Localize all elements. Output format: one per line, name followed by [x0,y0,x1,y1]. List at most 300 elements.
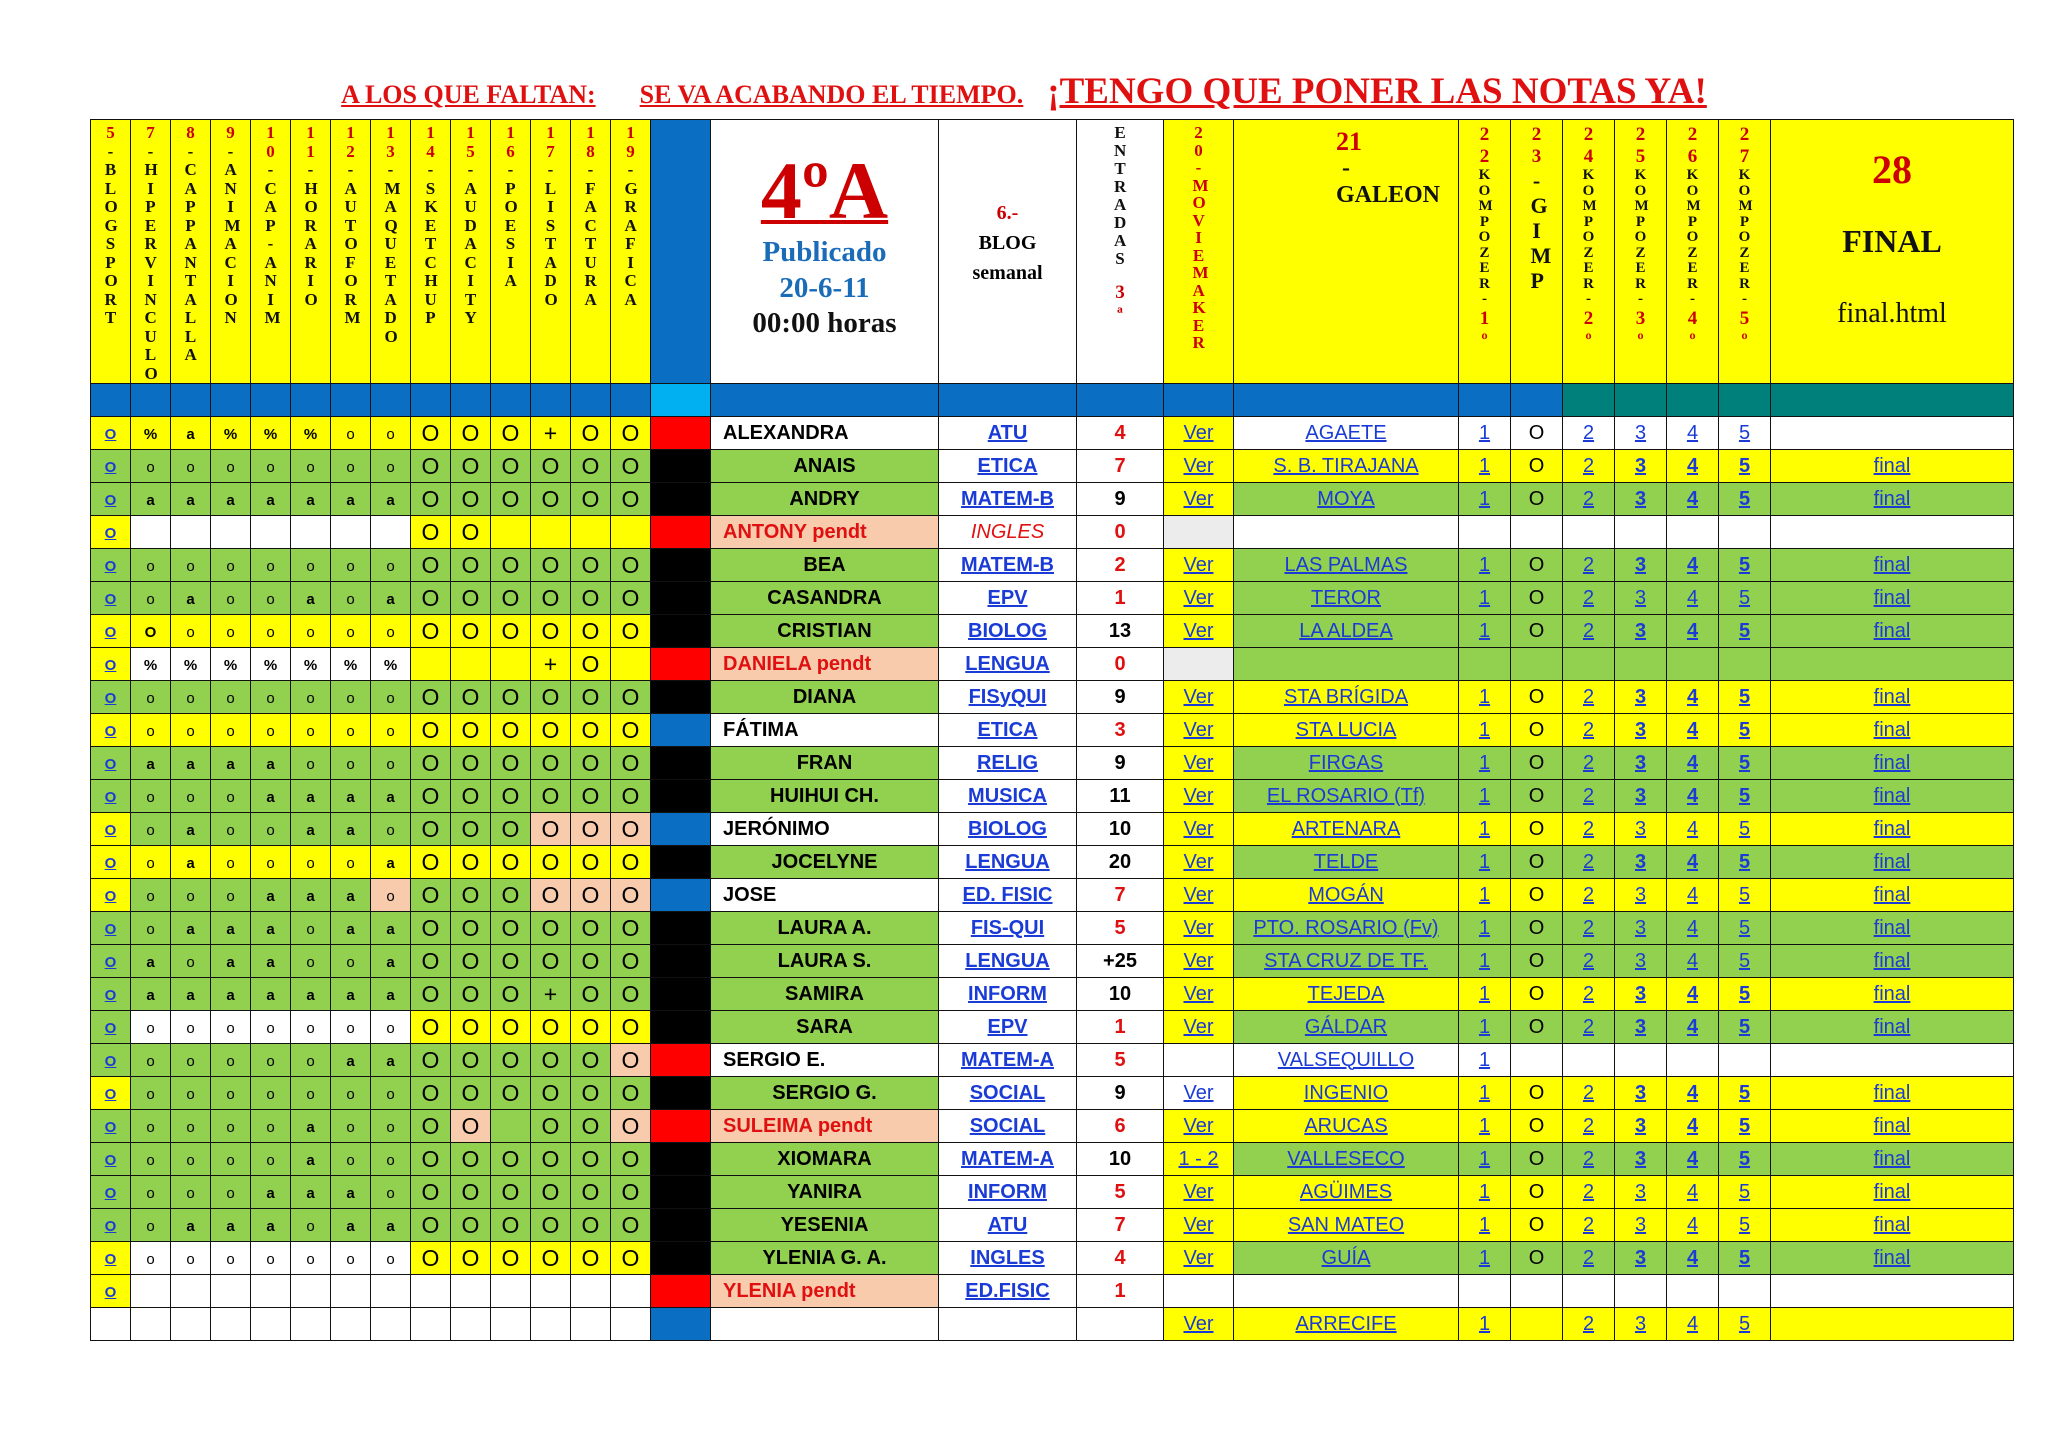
blog-subject-link[interactable]: ATU [939,1209,1077,1242]
entries-count [1077,1308,1164,1341]
kompozer-3-link[interactable]: 3 [1615,1176,1667,1209]
grade-mark: O [581,452,600,479]
col-header-gimp: 23 -GIMP [1511,120,1563,384]
kompozer-2-link[interactable]: 2 [1563,417,1615,450]
kompozer-2-link[interactable]: 2 [1563,1176,1615,1209]
galeon-link[interactable]: VALSEQUILLO [1234,1044,1459,1077]
galeon-link[interactable]: STA BRÍGIDA [1234,681,1459,714]
kompozer-5-link[interactable]: 5 [1719,549,1771,582]
blog-sport-mark-link[interactable]: O [104,590,117,608]
blog-sport-mark-link[interactable]: O [104,1184,117,1202]
moviemaker-link[interactable]: Ver [1164,945,1234,978]
blog-sport-mark-link[interactable]: O [104,458,117,476]
kompozer-3-link[interactable]: 3 [1615,1077,1667,1110]
blog-subject-link[interactable]: ATU [939,417,1077,450]
entries-count: 10 [1077,978,1164,1011]
moviemaker-link[interactable]: Ver [1164,879,1234,912]
grade-mark: o [346,1250,355,1268]
final-link[interactable]: final [1771,615,2014,648]
grade-mark: o [226,458,235,476]
kompozer-3-link[interactable]: 3 [1615,846,1667,879]
final-link[interactable]: final [1771,1143,2014,1176]
blog-subject-link[interactable]: BIOLOG [939,813,1077,846]
grade-mark: O [541,782,560,809]
blog-sport-mark-link[interactable]: O [104,887,117,905]
kompozer-3-link[interactable]: 3 [1615,813,1667,846]
gimp-mark: O [1511,1077,1563,1110]
kompozer-5-link[interactable]: 5 [1719,582,1771,615]
kompozer-3-link[interactable]: 3 [1615,747,1667,780]
student-row [91,681,2014,714]
grade-mark: o [386,1085,395,1103]
blog-sport-mark-link[interactable]: O [104,953,117,971]
moviemaker-link[interactable]: Ver [1164,1011,1234,1044]
blog-subject-link[interactable]: BIOLOG [939,615,1077,648]
blog-sport-mark-link[interactable]: O [104,1019,117,1037]
entries-count: 9 [1077,747,1164,780]
moviemaker-link[interactable]: Ver [1164,846,1234,879]
kompozer-2-link[interactable]: 2 [1563,1242,1615,1275]
kompozer-1-link[interactable]: 1 [1459,1308,1511,1341]
galeon-link[interactable]: EL ROSARIO (Tf) [1234,780,1459,813]
moviemaker-link[interactable]: Ver [1164,1242,1234,1275]
grade-mark: O [581,551,600,578]
col-header-kompozer-1: 22 KOMPOZER- 1º [1459,120,1511,384]
blog-subject-link[interactable]: EPV [939,1011,1077,1044]
kompozer-5-link[interactable]: 5 [1719,1209,1771,1242]
kompozer-1-link[interactable]: 1 [1459,813,1511,846]
grade-mark: o [306,623,315,641]
grade-mark: % [303,656,318,674]
final-link[interactable]: final [1771,780,2014,813]
blog-sport-mark-link[interactable]: O [104,920,117,938]
kompozer-2-link[interactable]: 2 [1563,1011,1615,1044]
gimp-mark: O [1511,483,1563,516]
kompozer-4-link[interactable]: 4 [1667,813,1719,846]
blog-sport-mark-link[interactable]: O [104,425,117,443]
grade-mark: O [461,485,480,512]
kompozer-2-link[interactable]: 2 [1563,978,1615,1011]
kompozer-3-link[interactable]: 3 [1615,945,1667,978]
galeon-link[interactable]: GÁLDAR [1234,1011,1459,1044]
final-link[interactable]: final [1771,1242,2014,1275]
galeon-link[interactable]: ARRECIFE [1234,1308,1459,1341]
kompozer-5-link[interactable]: 5 [1719,615,1771,648]
kompozer-1-link[interactable]: 1 [1459,549,1511,582]
grade-mark: a [146,491,155,509]
kompozer-3-link[interactable]: 3 [1615,978,1667,1011]
kompozer-3-link[interactable]: 3 [1615,1110,1667,1143]
kompozer-2-link[interactable]: 2 [1563,582,1615,615]
galeon-link[interactable]: TELDE [1234,846,1459,879]
kompozer-5-link[interactable]: 5 [1719,813,1771,846]
kompozer-3-link[interactable]: 3 [1615,582,1667,615]
kompozer-5-link[interactable]: 5 [1719,714,1771,747]
final-link[interactable]: final [1771,582,2014,615]
final-link[interactable]: final [1771,1209,2014,1242]
final-link[interactable]: final [1771,846,2014,879]
kompozer-2-link[interactable]: 2 [1563,1110,1615,1143]
blog-subject-link[interactable]: RELIG [939,747,1077,780]
kompozer-4-link[interactable]: 4 [1667,681,1719,714]
blog-sport-mark-link[interactable]: O [104,755,117,773]
kompozer-2-link[interactable]: 2 [1563,747,1615,780]
blog-sport-mark-link[interactable]: O [104,1151,117,1169]
kompozer-4-link[interactable]: 4 [1667,978,1719,1011]
kompozer-4-link[interactable]: 4 [1667,1143,1719,1176]
galeon-link[interactable]: PTO. ROSARIO (Fv) [1234,912,1459,945]
kompozer-3-link[interactable]: 3 [1615,483,1667,516]
kompozer-1-link[interactable]: 1 [1459,582,1511,615]
blog-sport-mark-link[interactable]: O [104,491,117,509]
grade-mark: o [346,854,355,872]
final-link[interactable]: final [1771,549,2014,582]
kompozer-2-link[interactable]: 2 [1563,813,1615,846]
kompozer-4-link[interactable]: 4 [1667,1176,1719,1209]
moviemaker-link[interactable]: 1 - 2 [1164,1143,1234,1176]
kompozer-3-link[interactable]: 3 [1615,549,1667,582]
galeon-link[interactable]: VALLESECO [1234,1143,1459,1176]
status-marker [651,780,711,813]
blog-subject-link[interactable]: FISyQUI [939,681,1077,714]
moviemaker-link[interactable]: Ver [1164,549,1234,582]
kompozer-3-link[interactable]: 3 [1615,681,1667,714]
kompozer-4-link[interactable]: 4 [1667,1110,1719,1143]
student-name: SERGIO E. [711,1044,939,1077]
kompozer-2-link[interactable]: 2 [1563,549,1615,582]
galeon-link[interactable]: STA LUCIA [1234,714,1459,747]
moviemaker-link[interactable]: Ver [1164,780,1234,813]
kompozer-2-link[interactable]: 2 [1563,879,1615,912]
blog-sport-mark-link[interactable]: O [104,1283,117,1301]
blog-subject-link[interactable]: FIS-QUI [939,912,1077,945]
final-link[interactable]: final [1771,978,2014,1011]
student-name: ANDRY [711,483,939,516]
kompozer-2-link[interactable]: 2 [1563,780,1615,813]
kompozer-4-link[interactable]: 4 [1667,747,1719,780]
kompozer-2-link[interactable]: 2 [1563,450,1615,483]
kompozer-1-link[interactable]: 1 [1459,780,1511,813]
galeon-link[interactable]: TEROR [1234,582,1459,615]
kompozer-1-link[interactable]: 1 [1459,483,1511,516]
grade-mark: O [581,1046,600,1073]
final-link [1771,1044,2014,1077]
galeon-link[interactable]: AGÜIMES [1234,1176,1459,1209]
student-row [91,483,2014,516]
kompozer-4-link[interactable]: 4 [1667,1077,1719,1110]
kompozer-4-link[interactable]: 4 [1667,450,1719,483]
kompozer-4-link[interactable]: 4 [1667,780,1719,813]
galeon-link[interactable]: AGAETE [1234,417,1459,450]
kompozer-5-link[interactable]: 5 [1719,945,1771,978]
final-link[interactable]: final [1771,681,2014,714]
galeon-link[interactable]: SAN MATEO [1234,1209,1459,1242]
kompozer-5-link[interactable]: 5 [1719,417,1771,450]
kompozer-2-link[interactable]: 2 [1563,846,1615,879]
kompozer-4-link[interactable]: 4 [1667,1308,1719,1341]
grade-mark: o [386,1184,395,1202]
final-link[interactable]: final [1771,1176,2014,1209]
grade-mark: o [226,821,235,839]
blog-subject-link[interactable]: LENGUA [939,648,1077,681]
grade-mark: o [266,722,275,740]
student-name: ANAIS [711,450,939,483]
kompozer-4-link[interactable]: 4 [1667,1209,1719,1242]
grade-mark: a [306,788,315,806]
kompozer-4-link[interactable]: 4 [1667,549,1719,582]
kompozer-2-link [1563,1044,1615,1077]
kompozer-1-link[interactable]: 1 [1459,1110,1511,1143]
col-header-color-marker [651,120,711,384]
kompozer-4-link[interactable]: 4 [1667,1011,1719,1044]
kompozer-5-link[interactable]: 5 [1719,912,1771,945]
blog-subject-link[interactable]: MATEM-A [939,1044,1077,1077]
entries-count: +25 [1077,945,1164,978]
kompozer-5-link[interactable]: 5 [1719,846,1771,879]
blog-sport-mark-link[interactable]: O [104,623,117,641]
moviemaker-link[interactable]: Ver [1164,1110,1234,1143]
kompozer-3-link[interactable]: 3 [1615,1242,1667,1275]
galeon-link[interactable]: LAS PALMAS [1234,549,1459,582]
kompozer-5-link[interactable]: 5 [1719,780,1771,813]
kompozer-5-link[interactable]: 5 [1719,1308,1771,1341]
kompozer-4-link[interactable]: 4 [1667,879,1719,912]
grade-mark: O [581,815,600,842]
kompozer-4-link[interactable]: 4 [1667,912,1719,945]
final-link[interactable]: final [1771,714,2014,747]
kompozer-2-link[interactable]: 2 [1563,615,1615,648]
kompozer-4-link[interactable]: 4 [1667,1242,1719,1275]
kompozer-3-link[interactable]: 3 [1615,417,1667,450]
kompozer-2-link[interactable]: 2 [1563,714,1615,747]
galeon-link[interactable]: S. B. TIRAJANA [1234,450,1459,483]
kompozer-1-link[interactable]: 1 [1459,1011,1511,1044]
grade-mark: o [186,689,195,707]
grade-mark: O [581,881,600,908]
blog-sport-mark-link[interactable]: O [104,854,117,872]
moviemaker-link[interactable]: Ver [1164,483,1234,516]
kompozer-4-link[interactable]: 4 [1667,714,1719,747]
final-link[interactable]: final [1771,1110,2014,1143]
moviemaker-link[interactable]: Ver [1164,912,1234,945]
kompozer-1-link[interactable]: 1 [1459,747,1511,780]
blog-sport-mark-link[interactable]: O [104,656,117,674]
blog-sport-mark-link[interactable]: O [104,524,117,542]
moviemaker-link[interactable]: Ver [1164,978,1234,1011]
grade-mark: o [186,1052,195,1070]
blog-subject-link[interactable]: INGLES [939,516,1077,549]
kompozer-1-link[interactable]: 1 [1459,846,1511,879]
blog-sport-mark-link[interactable]: O [104,1052,117,1070]
kompozer-1-link[interactable]: 1 [1459,879,1511,912]
kompozer-3-link[interactable]: 3 [1615,450,1667,483]
kompozer-2-link[interactable]: 2 [1563,1209,1615,1242]
moviemaker-link[interactable]: Ver [1164,681,1234,714]
kompozer-3-link[interactable]: 3 [1615,780,1667,813]
grade-mark: o [186,1184,195,1202]
kompozer-5-link[interactable]: 5 [1719,1143,1771,1176]
kompozer-5-link[interactable]: 5 [1719,747,1771,780]
blog-sport-mark-link[interactable]: O [104,557,117,575]
kompozer-5-link[interactable]: 5 [1719,450,1771,483]
entries-count: 3 [1077,714,1164,747]
kompozer-1-link[interactable]: 1 [1459,450,1511,483]
galeon-link[interactable]: ARTENARA [1234,813,1459,846]
galeon-link[interactable]: TEJEDA [1234,978,1459,1011]
kompozer-1-link[interactable]: 1 [1459,681,1511,714]
blog-sport-mark-link[interactable]: O [104,986,117,1004]
blog-subject-link[interactable]: INFORM [939,1176,1077,1209]
kompozer-5-link[interactable]: 5 [1719,1242,1771,1275]
blog-subject-link[interactable]: SOCIAL [939,1077,1077,1110]
final-link[interactable]: final [1771,450,2014,483]
kompozer-3-link[interactable]: 3 [1615,1308,1667,1341]
blog-subject-link[interactable]: ED.FISIC [939,1275,1077,1308]
kompozer-4-link[interactable]: 4 [1667,945,1719,978]
galeon-link[interactable]: STA CRUZ DE TF. [1234,945,1459,978]
kompozer-4-link [1667,648,1719,681]
moviemaker-link[interactable]: Ver [1164,813,1234,846]
grade-mark: % [143,425,158,443]
entries-count: 2 [1077,549,1164,582]
kompozer-5-link[interactable]: 5 [1719,1110,1771,1143]
blog-subject-link[interactable]: LENGUA [939,846,1077,879]
grade-mark: O [581,848,600,875]
blog-sport-mark-link[interactable]: O [104,1250,117,1268]
kompozer-2-link[interactable]: 2 [1563,681,1615,714]
blog-subject-link[interactable]: MUSICA [939,780,1077,813]
galeon-link[interactable]: MOYA [1234,483,1459,516]
kompozer-1-link[interactable]: 1 [1459,1242,1511,1275]
kompozer-2-link[interactable]: 2 [1563,1077,1615,1110]
blog-subject-link[interactable]: EPV [939,582,1077,615]
blog-subject-link[interactable]: ETICA [939,450,1077,483]
blog-subject-link[interactable]: INFORM [939,978,1077,1011]
galeon-link[interactable]: MOGÁN [1234,879,1459,912]
final-link[interactable]: final [1771,1011,2014,1044]
final-link[interactable]: final [1771,747,2014,780]
gimp-mark: O [1511,714,1563,747]
blog-sport-mark-link[interactable]: O [104,788,117,806]
moviemaker-link[interactable]: Ver [1164,1176,1234,1209]
final-link[interactable]: final [1771,813,2014,846]
kompozer-1-link[interactable]: 1 [1459,945,1511,978]
kompozer-3-link[interactable]: 3 [1615,912,1667,945]
kompozer-2-link[interactable]: 2 [1563,483,1615,516]
kompozer-3-link[interactable]: 3 [1615,1209,1667,1242]
kompozer-1-link[interactable]: 1 [1459,417,1511,450]
blog-sport-mark-link[interactable]: O [104,1217,117,1235]
galeon-link[interactable]: ARUCAS [1234,1110,1459,1143]
grade-mark: o [306,689,315,707]
kompozer-5-link[interactable]: 5 [1719,681,1771,714]
kompozer-3-link[interactable]: 3 [1615,879,1667,912]
moviemaker-link[interactable]: Ver [1164,417,1234,450]
kompozer-5-link[interactable]: 5 [1719,879,1771,912]
kompozer-4-link[interactable]: 4 [1667,615,1719,648]
moviemaker-link[interactable]: Ver [1164,1077,1234,1110]
kompozer-5-link[interactable]: 5 [1719,1077,1771,1110]
galeon-link[interactable]: LA ALDEA [1234,615,1459,648]
kompozer-2-link[interactable]: 2 [1563,945,1615,978]
blog-subject-link[interactable]: SOCIAL [939,1110,1077,1143]
final-link[interactable]: final [1771,912,2014,945]
blog-subject-link[interactable]: MATEM-A [939,1143,1077,1176]
galeon-link[interactable]: INGENIO [1234,1077,1459,1110]
kompozer-3-link[interactable]: 3 [1615,1143,1667,1176]
galeon-link[interactable]: GUÍA [1234,1242,1459,1275]
moviemaker-link[interactable]: Ver [1164,1308,1234,1341]
kompozer-4-link[interactable]: 4 [1667,483,1719,516]
grade-mark: o [226,689,235,707]
blog-subject-link[interactable]: ED. FISIC [939,879,1077,912]
kompozer-1-link[interactable]: 1 [1459,978,1511,1011]
kompozer-4-link[interactable]: 4 [1667,417,1719,450]
kompozer-1-link[interactable]: 1 [1459,912,1511,945]
moviemaker-link[interactable]: Ver [1164,615,1234,648]
blog-subject-link[interactable]: LENGUA [939,945,1077,978]
blog-sport-mark-link[interactable]: O [104,1118,117,1136]
blog-sport-mark-link[interactable]: O [104,689,117,707]
moviemaker-link[interactable]: Ver [1164,582,1234,615]
grade-mark: O [541,914,560,941]
blog-subject-link[interactable]: MATEM-B [939,483,1077,516]
gimp-mark: O [1511,615,1563,648]
kompozer-3-link[interactable]: 3 [1615,615,1667,648]
kompozer-5-link[interactable]: 5 [1719,978,1771,1011]
moviemaker-link[interactable]: Ver [1164,450,1234,483]
blog-sport-mark-link[interactable]: O [104,821,117,839]
moviemaker-link[interactable]: Ver [1164,747,1234,780]
gimp-mark [1511,1308,1563,1341]
kompozer-2-link[interactable]: 2 [1563,1308,1615,1341]
entries-count: 9 [1077,681,1164,714]
status-marker [651,1110,711,1143]
kompozer-1-link[interactable]: 1 [1459,714,1511,747]
grade-mark: O [421,815,440,842]
galeon-link[interactable]: FIRGAS [1234,747,1459,780]
kompozer-4-link[interactable]: 4 [1667,846,1719,879]
final-link[interactable]: final [1771,1077,2014,1110]
kompozer-5-link[interactable]: 5 [1719,483,1771,516]
moviemaker-link[interactable]: Ver [1164,1209,1234,1242]
blog-sport-mark-link[interactable]: O [104,1085,117,1103]
kompozer-5-link[interactable]: 5 [1719,1011,1771,1044]
final-link[interactable]: final [1771,945,2014,978]
gimp-mark: O [1511,1110,1563,1143]
grade-mark: O [461,1211,480,1238]
kompozer-1-link[interactable]: 1 [1459,1044,1511,1077]
final-link[interactable]: final [1771,879,2014,912]
kompozer-2-link[interactable]: 2 [1563,1143,1615,1176]
moviemaker-link[interactable]: Ver [1164,714,1234,747]
kompozer-5-link[interactable]: 5 [1719,1176,1771,1209]
kompozer-1-link[interactable]: 1 [1459,1176,1511,1209]
kompozer-3-link[interactable]: 3 [1615,1011,1667,1044]
kompozer-1-link[interactable]: 1 [1459,1209,1511,1242]
kompozer-1-link[interactable]: 1 [1459,1143,1511,1176]
blog-sport-mark-link[interactable]: O [104,722,117,740]
kompozer-4-link[interactable]: 4 [1667,582,1719,615]
kompozer-1-link[interactable]: 1 [1459,1077,1511,1110]
blog-subject-link[interactable]: ETICA [939,714,1077,747]
kompozer-2-link[interactable]: 2 [1563,912,1615,945]
blog-subject-link[interactable]: MATEM-B [939,549,1077,582]
kompozer-3-link[interactable]: 3 [1615,714,1667,747]
blog-subject-link[interactable]: INGLES [939,1242,1077,1275]
final-link[interactable]: final [1771,483,2014,516]
kompozer-1-link[interactable]: 1 [1459,615,1511,648]
